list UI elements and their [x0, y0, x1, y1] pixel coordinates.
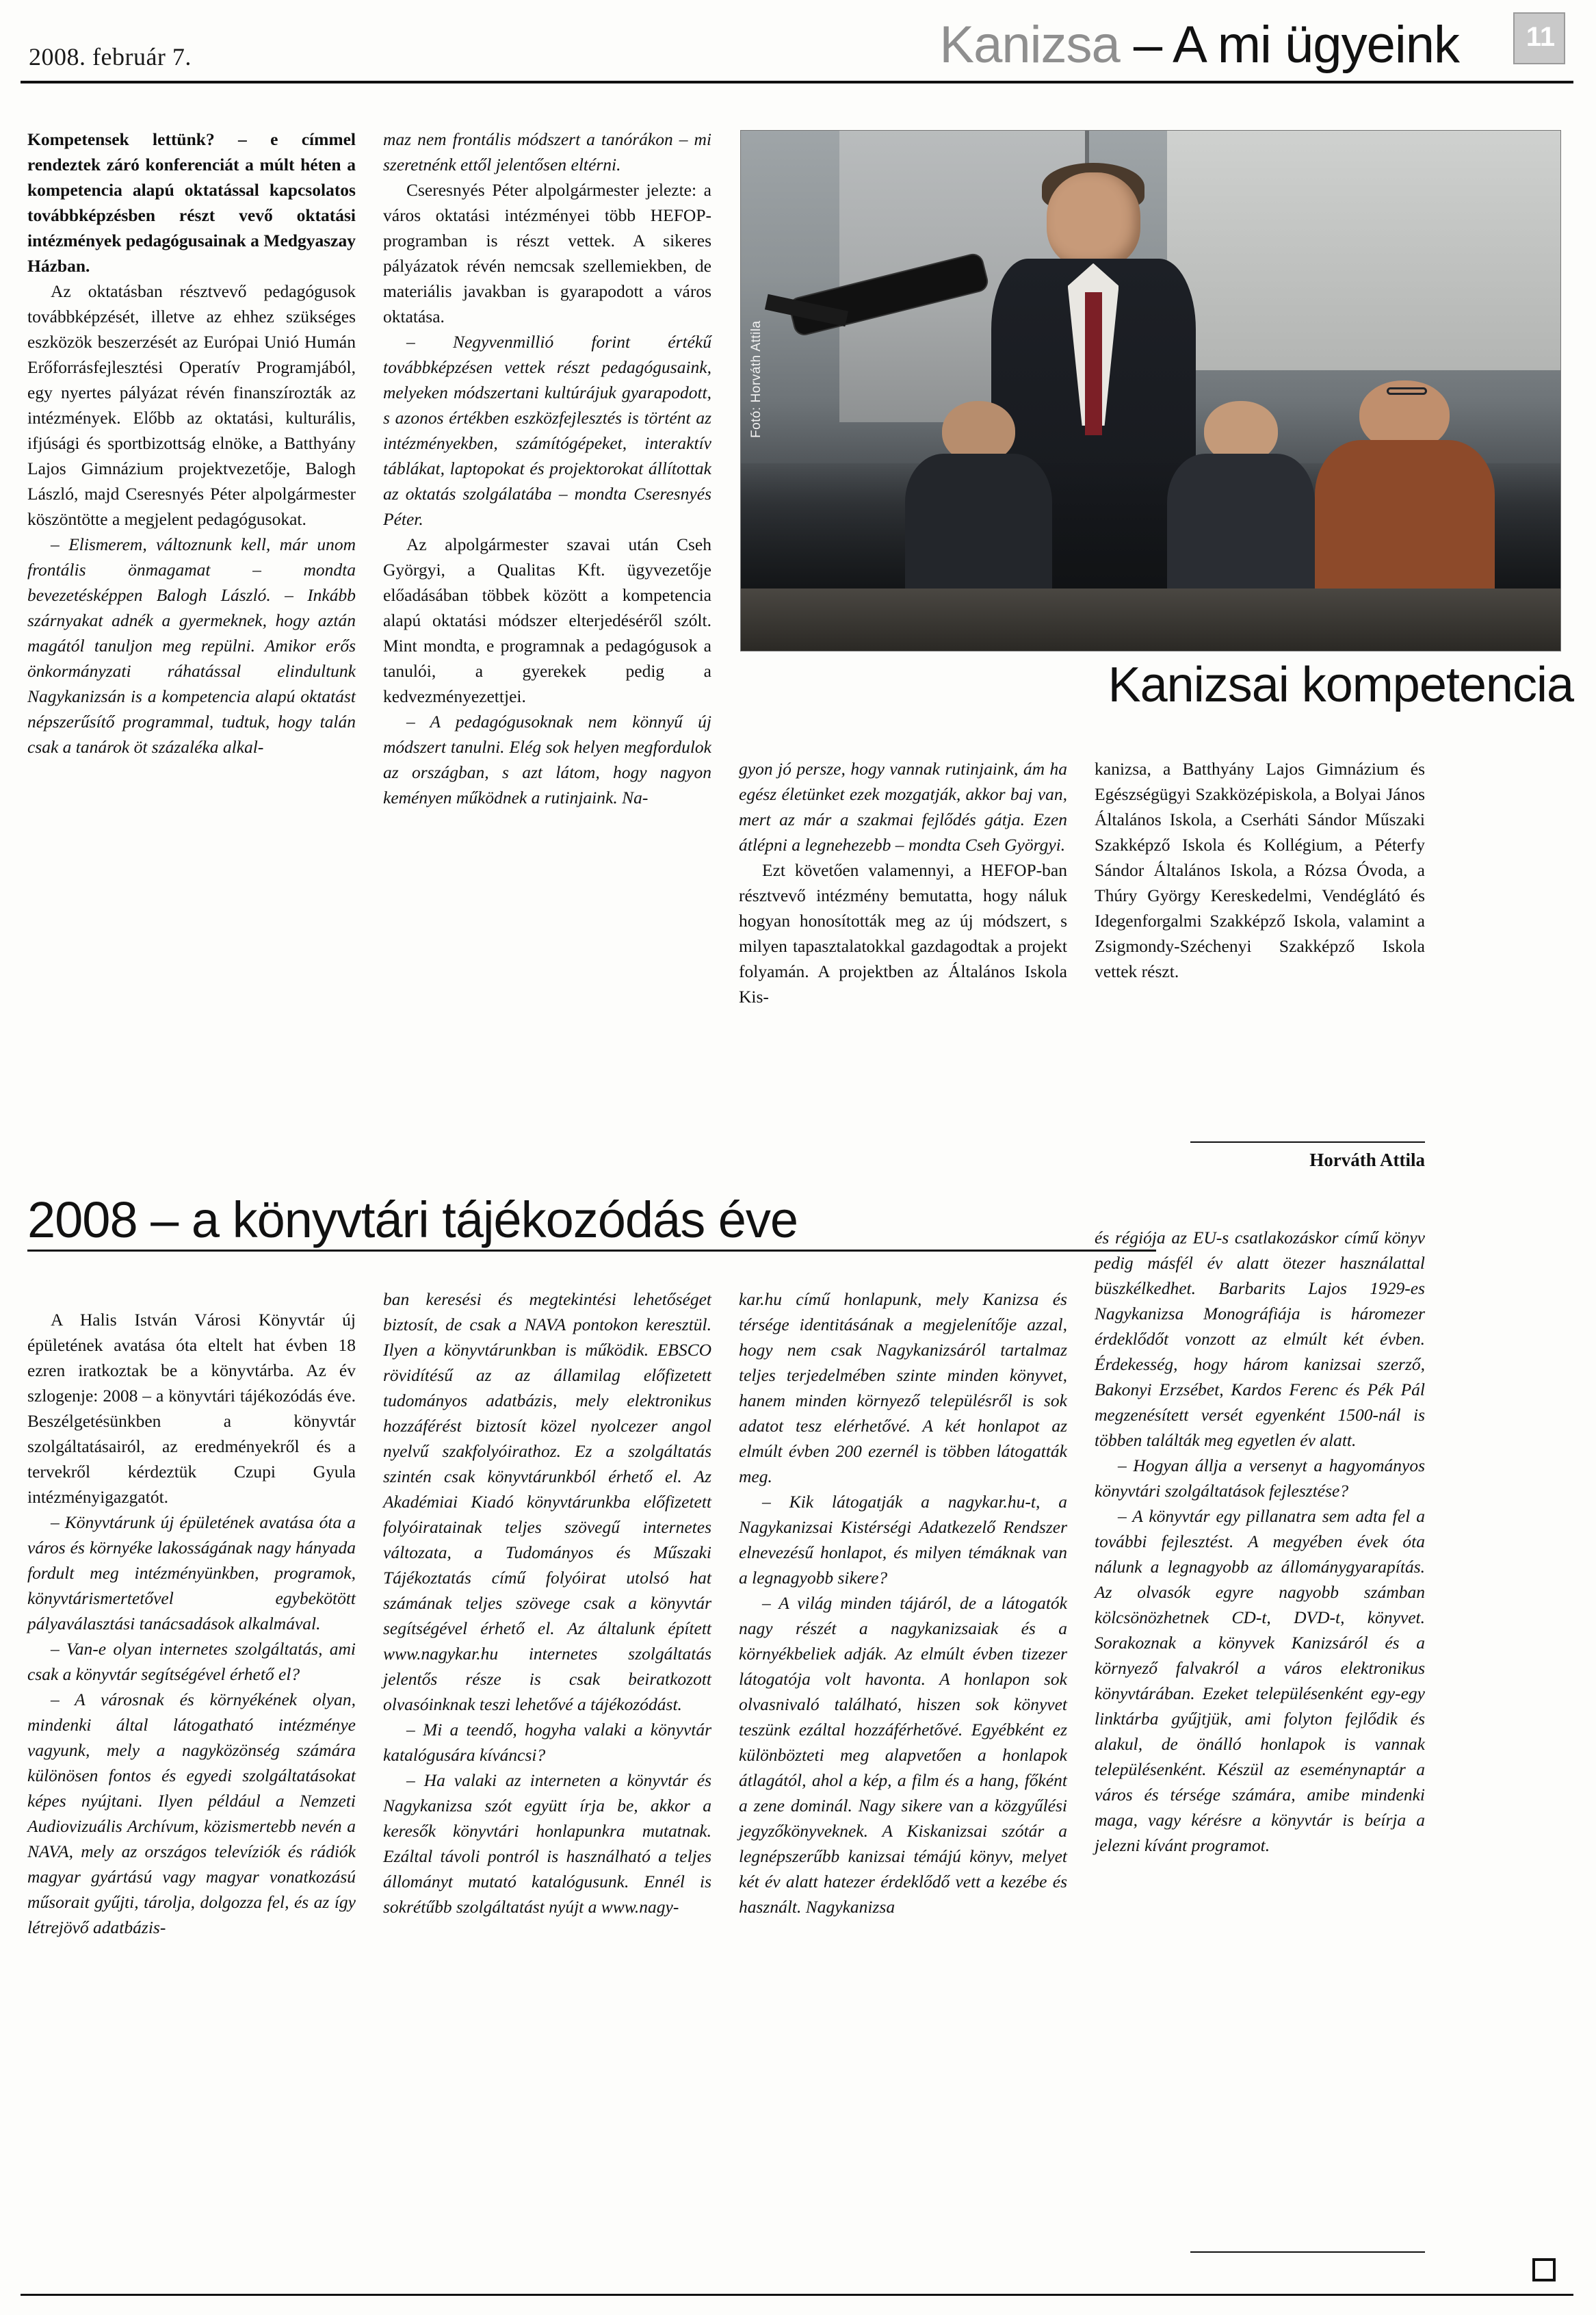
- masthead: [0, 0, 1596, 103]
- masthead-section: – A mi ügyeink: [1133, 16, 1459, 74]
- article2-headline: 2008 – a könyvtári tájékozódás éve: [27, 1191, 798, 1248]
- article2-end-divider: [1190, 2251, 1425, 2253]
- article1-headline: Kanizsai kompetencia: [1108, 658, 1573, 712]
- article2-para: – Könyvtárunk új épületének avatása óta a város és környéke lakosságának nagy hányada fordult meg intézményünkben, programok, könyvtárismertetővel egybekötött pályaválasztási tanácsadások alkalmával.: [27, 1512, 356, 1633]
- article2-divider: [27, 1250, 1156, 1252]
- article2-para: – Mi a teendő, hogyha valaki a könyvtár katalógusára kíváncsi?: [383, 1720, 711, 1765]
- photo-wall-panel: [1167, 131, 1560, 370]
- article2-para: – A könyvtár egy pillanatra sem adta fel a további fejlesztést. A megyében évek óta nálunk a legnagyobb az állománygyarapítás. Az olvasók egyre nagyobb számban kölcsönözhetnek CD-t, DVD-t, könyvet. Sorakoznak a könyvek Kanizsáról és a környező falvakról a város elektronikus könyvtárában. Ezeket településenként egy-egy linktárba gyűjtjük, ami folyton fejlődik és alakul, de önálló honlapok is vannak településenként. Készül az eseménynaptár a város és térsége számára, amibe mindenki maga, vagy kérésre a könyvtár is beírja a jelezni kívánt programot.: [1095, 1506, 1425, 1855]
- article2-para: – A városnak és környékének olyan, mindenki által látogatható intézménye vagyunk, mely a nagyközönség számára különösen fontos és egyedi szolgáltatásokat képes nyújtani. Ilyen például a Nemzeti Audiovizuális Archívum, közismertebb nevén a NAVA, mely az országos televíziók és rádiók magyar gyártású vagy magyar vonatkozású műsorait gyűjti, tárolja, dolgozza fel, és az így létrejövő adatbázis-: [27, 1690, 356, 1937]
- article2-para: – Van-e olyan internetes szolgáltatás, ami csak a könyvtár segítségével érhető el?: [27, 1639, 356, 1684]
- article1-column-2: [383, 127, 711, 810]
- article2-para: – Kik látogatják a nagykar.hu-t, a Nagykanizsai Kistérségi Adatkezelő Rendszer elnevezésű honlapot, és milyen témáknak van a legnagyobb sikere?: [739, 1492, 1067, 1588]
- article1-para: gyon jó persze, hogy vannak rutinjaink, ám ha egész életünket ezek mozgatják, akkor baj van, mert az már a szakmai fejlődés gátja. Ezen átlépni a legnehezebb – mondta Cseh Györgyi.: [739, 759, 1067, 855]
- article1-para: – A pedagógusoknak nem könnyű új módszert tanulni. Elég sok helyen megfordulok az országban, s azt látom, hogy nagyon keményen működnek a rutinjaink. Na-: [383, 712, 711, 807]
- article1-para: Az oktatásban résztvevő pedagógusok továbbképzését, illetve az ehhez szükséges eszközök beszerzését az Európai Unió Humán Erőforrásfejlesztési Operatív Programjából, egy nyertes pályázat révén finanszírozták az intézmények. Előbb az oktatási, kulturális, ifjúsági és sportbizottság elnöke, a Batthyány Lajos Gimnázium projektvezetője, Balogh László, majd Cseresnyés Péter alpolgármester köszöntötte a megjelent pedagógusokat.: [27, 281, 356, 529]
- article2-para: A Halis István Városi Könyvtár új épületének avatása óta eltelt hat évben 18 ezren iratkoztak be a könyvtárba. Az év szlogenje: 2008 – a könyvtári tájékozódás éve. Beszélgetésünkben a könyvtár szolgáltatásairól, az eredményekről és a tervekről kérdeztük Czupi Gyula intézményigazgatót.: [27, 1310, 356, 1507]
- article2-para: – Ha valaki az interneten a könyvtár és Nagykanizsa szót együtt írja be, akkor a keresők könyvtári honlapunkra mutatnak. Ezáltal távoli pontról is használható a teljes állományt mutató katalógusunk. Ennél is sokrétűbb szolgáltatást nyújt a www.nagy-: [383, 1770, 711, 1917]
- masthead-brand: Kanizsa: [939, 16, 1120, 74]
- masthead-title: [939, 15, 1459, 75]
- article1-para: kanizsa, a Batthyány Lajos Gimnázium és Egészségügyi Szakközépiskola, a Bolyai János Általános Iskola, a Cserháti Sándor Műszaki Szakképző Iskola és Kollégium, a Péterfy Sándor Általános Iskola, a Rózsa Óvoda, a Thúry György Kereskedelmi, Vendéglátó és Idegenforgalmi Szakképző Iskola, valamint a Zsigmondy-Széchenyi Szakképző Iskola vettek részt.: [1095, 759, 1425, 981]
- article1-para: Ezt követően valamennyi, a HEFOP-ban résztvevő intézmény bemutatta, hogy náluk hogyan honosították meg az új módszert, s milyen tapasztalatokkal gazdagodtak a projekt folyamán. A projektben az Általános Iskola Kis-: [739, 860, 1067, 1007]
- article2-para: – Hogyan állja a versenyt a hagyományos könyvtári szolgáltatások fejlesztése?: [1095, 1456, 1425, 1501]
- article2-para: ban keresési és megtekintési lehetőséget biztosít, de csak a NAVA pontokon keresztül. Ilyen a könyvtárunkban is működik. EBSCO rövidítésű az az államilag előfizetett tudományos adatbázis, mely elektronikus hozzáférést biztosít közel nyolcezer angol nyelvű szakfolyóirathoz. Ez a szolgáltatás szintén csak könyvtárunkból érhető el. Az Akadémiai Kiadó könyvtárunkba előfizetett folyóiratainak teljes szövegű internetes változata, a Tudományos és Műszaki Tájékoztatás című folyóirat utolsó hat számának teljes szövege csak a könyvtár segítségével érhető el. Az általunk épített www.nagykar.hu internetes szolgáltatás jelentős része is csak beiratkozott olvasóinknak teszi lehetővé a tájékozódást.: [383, 1289, 711, 1714]
- article1-column-1: [27, 127, 356, 760]
- page-bottom-divider: [21, 2294, 1573, 2296]
- article1-column-3: [739, 756, 1067, 1009]
- masthead-divider: [21, 81, 1573, 83]
- page-number: 11: [1526, 22, 1556, 52]
- article1-para: Az alpolgármester szavai után Cseh Györgyi, a Qualitas Kft. ügyvezetője előadásában többek között a kompetencia alapú oktatási módszer elterjedéséről szólt. Mint mondta, e programnak a pedagógusok a tanulói, a gyerekek pedig a kedvezményezettjei.: [383, 534, 711, 706]
- article2-para: – A világ minden tájáról, de a látogatók nagy részét a nagykanizsaiak és a környékbeliek adják. Az elmúlt évben tizezer látogatója volt havonta. A honlapon sok olvasnivaló található, hiszen sok könyvet teszünk ezáltal hozzáférhetővé. Egyébként ez különbözteti meg alapvetően a honlapok átlagától, ahol a kép, a film és a hang, főként a zene dominál. Nagy sikere van a közgyűlési jegyzőkönyveknek. A Kiskanizsai szótár a legnépszerűbb kanizsai témájú könyv, melyet két év alatt hatezer érdeklődő vett a kezébe és használt. Nagykanizsa: [739, 1593, 1067, 1917]
- article1-column-4: [1095, 756, 1425, 984]
- issue-date: 2008. február 7.: [29, 43, 192, 70]
- article1-para: maz nem frontális módszert a tanórákon – mi szeretnénk ettől jelentősen eltérni.: [383, 129, 711, 174]
- article1-para: – Negyvenmillió forint értékű továbbképzésen vettek részt pedagógusaink, melyeken módszertani kultúrájuk gyarapodott, s azonos értékben eszközfejlesztés is történt az intézményekben, számítógépeket, interaktív táblákat, laptopokat és projektorokat állítottak az oktatás szolgálatába – mondta Cseresnyés Péter.: [383, 332, 711, 529]
- article2-column-3: [739, 1286, 1067, 1919]
- end-mark-icon: [1532, 2258, 1556, 2281]
- article2-para: és régiója az EU-s csatlakozáskor című könyv pedig másfél év alatt ötezer használattal büszkélkedhet. Barbarits Lajos 1929-es Nagykanizsa Monográfiája is háromezer érdeklődőt vonzott az elmúlt két évben. Érdekesség, hogy három kanizsai szerző, Bakonyi Erzsébet, Kardos Ferenc és Pék Pál megzenésített versét egyenként 1500-nál is többen találták meg egyetlen év alatt.: [1095, 1228, 1425, 1450]
- photo-speaker-head: [1047, 172, 1140, 268]
- article2-column-4: [1095, 1225, 1425, 1858]
- photo-credit: Fotó: Horváth Attila: [749, 320, 763, 438]
- photo-audience-glasses: [1387, 387, 1427, 395]
- byline-divider: [1190, 1141, 1425, 1143]
- article1-para: Cseresnyés Péter alpolgármester jelezte: a város oktatási intézményei több HEFOP-programban is részt vettek. A sikeres pályázatok révén nemcsak szellemiekben, de materiális javakban is gyarapodott a város oktatása.: [383, 180, 711, 326]
- article1-para: – Elismerem, változnunk kell, már unom frontális önmagamat – mondta bevezetésképpen Balogh László. – Inkább szárnyakat adnék a gyermeknek, hogy aztán magától tanuljon meg repülni. Amikor erős önkormányzati ráhatással elindultunk Nagykanizsán is a kompetencia alapú oktatást népszerűsítő programmal, tudtuk, hogy talán csak a tanárok öt százaléka alkal-: [27, 534, 356, 757]
- photo-speaker-tie: [1085, 292, 1102, 436]
- article1-byline: Horváth Attila: [1309, 1150, 1425, 1170]
- photo-table: [741, 589, 1560, 651]
- conference-photo: [740, 130, 1561, 651]
- article2-column-2: [383, 1286, 711, 1919]
- article2-column-1: [27, 1307, 356, 1940]
- article2-para: kar.hu című honlapunk, mely Kanizsa és térsége identitásának a megjelenítője azzal, hogy nem csak Nagykanizsáról tartalmaz teljes terjedelmében szinte minden könyvet, hanem minden környező településről is sok adatot tesz elérhetővé. A két honlapot az elmúlt évben 200 ezernél is többen látogatták meg.: [739, 1289, 1067, 1486]
- article1-lead: Kompetensek lettünk? – e címmel rendeztek záró konferenciát a múlt héten a kompetencia alapú oktatással kapcsolatos továbbképzésben részt vevő oktatási intézmények pedagógusainak a Medgyaszay Házban.: [27, 129, 356, 276]
